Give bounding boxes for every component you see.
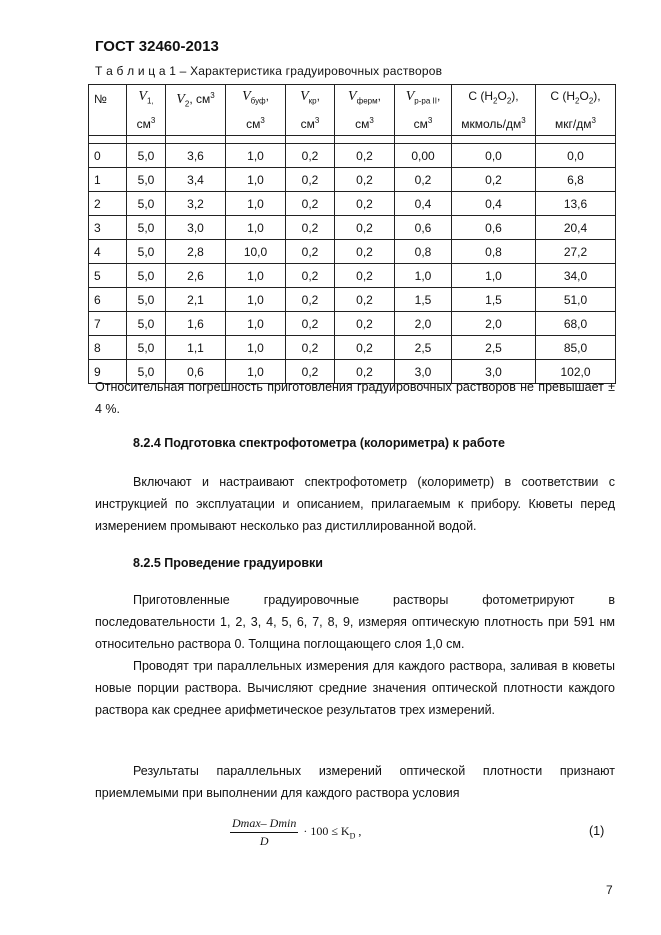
cell-vkr: 0,2 [286, 216, 335, 240]
cell-c-mkg: 27,2 [536, 240, 616, 264]
formula-fraction [230, 816, 298, 849]
cell-c-mkmol: 1,0 [452, 264, 536, 288]
cell-v1: 5,0 [127, 288, 166, 312]
cell-vkr: 0,2 [286, 240, 335, 264]
cell-v1: 5,0 [127, 312, 166, 336]
cell-vferm: 0,2 [335, 144, 395, 168]
cell-vferm: 0,2 [335, 336, 395, 360]
cell-number: 7 [89, 312, 127, 336]
cell-vrra: 0,8 [395, 240, 452, 264]
cell-vrra: 0,2 [395, 168, 452, 192]
section-heading-8-2-4: 8.2.4 Подготовка спектрофотометра (колориметра) к работе [133, 436, 505, 450]
cell-c-mkmol: 0,2 [452, 168, 536, 192]
calibration-table [88, 84, 616, 384]
cell-vkr: 0,2 [286, 312, 335, 336]
cell-vrra: 0,00 [395, 144, 452, 168]
cell-v1: 5,0 [127, 216, 166, 240]
section-heading-8-2-5: 8.2.5 Проведение градуировки [133, 556, 323, 570]
table-row [89, 216, 616, 240]
cell-vrra: 1,0 [395, 264, 452, 288]
cell-c-mkg: 102,0 [536, 360, 616, 384]
table-caption: Т а б л и ц а 1 – Характеристика градуировочных растворов [95, 64, 443, 78]
cell-v2: 2,8 [166, 240, 226, 264]
cell-vferm: 0,2 [335, 216, 395, 240]
cell-number: 9 [89, 360, 127, 384]
cell-vbuf: 1,0 [226, 144, 286, 168]
paragraph-8-2-5-c: Результаты параллельных измерений оптической плотности признают приемлемыми при выполнении для каждого раствора условия [95, 764, 615, 800]
cell-c-mkmol: 3,0 [452, 360, 536, 384]
cell-v1: 5,0 [127, 336, 166, 360]
header-v1: $V_{1,}$ $см^3$ [127, 85, 166, 136]
cell-c-mkmol: 2,5 [452, 336, 536, 360]
cell-vkr: 0,2 [286, 168, 335, 192]
cell-number: 4 [89, 240, 127, 264]
cell-v1: 5,0 [127, 240, 166, 264]
cell-v1: 5,0 [127, 192, 166, 216]
cell-v2: 2,1 [166, 288, 226, 312]
cell-vkr: 0,2 [286, 144, 335, 168]
cell-number: 2 [89, 192, 127, 216]
cell-c-mkg: 34,0 [536, 264, 616, 288]
cell-vferm: 0,2 [335, 288, 395, 312]
cell-vkr: 0,2 [286, 288, 335, 312]
header-c-mkg: С $(Н_2О_2)$, мкг/$дм^3$ [536, 85, 616, 136]
cell-vbuf: 1,0 [226, 216, 286, 240]
table-header-row [89, 85, 616, 136]
cell-c-mkg: 6,8 [536, 168, 616, 192]
cell-vrra: 2,5 [395, 336, 452, 360]
cell-number: 0 [89, 144, 127, 168]
cell-v2: 2,6 [166, 264, 226, 288]
cell-v2: 0,6 [166, 360, 226, 384]
header-spacer-row [89, 136, 616, 144]
cell-vkr: 0,2 [286, 360, 335, 384]
error-note: Относительная погрешность приготовления градуировочных растворов не превышает ± 4 %. [95, 380, 615, 416]
cell-vferm: 0,2 [335, 264, 395, 288]
cell-c-mkg: 20,4 [536, 216, 616, 240]
header-v2: $V_2$, $см^3$ [166, 85, 226, 136]
cell-vrra: 0,4 [395, 192, 452, 216]
cell-v2: 3,4 [166, 168, 226, 192]
table-row [89, 240, 616, 264]
cell-vbuf: 1,0 [226, 288, 286, 312]
header-vrra: $V_{р-ра II}$, $см^3$ [395, 85, 452, 136]
cell-c-mkg: 85,0 [536, 336, 616, 360]
cell-vrra: 1,5 [395, 288, 452, 312]
header-vkr: $V_{кр}$, $см^3$ [286, 85, 335, 136]
cell-vbuf: 1,0 [226, 168, 286, 192]
table-row [89, 168, 616, 192]
cell-c-mkmol: 1,5 [452, 288, 536, 312]
header-vferm: $V_{ферм}$, $см^3$ [335, 85, 395, 136]
cell-vkr: 0,2 [286, 336, 335, 360]
table-row [89, 192, 616, 216]
cell-vkr: 0,2 [286, 192, 335, 216]
cell-c-mkmol: 0,6 [452, 216, 536, 240]
cell-vferm: 0,2 [335, 360, 395, 384]
cell-v1: 5,0 [127, 144, 166, 168]
cell-number: 1 [89, 168, 127, 192]
paragraph-8-2-5-a: Приготовленные градуировочные растворы фотометрируют в последовательности 1, 2, 3, 4, 5, 6, 7, 8, 9, измеряя оптическую плотность при 591 нм относительно раствора 0. Толщина поглощающего слоя 1,0 см. [95, 593, 615, 651]
header-number: № [89, 85, 127, 136]
formula-denominator: D [259, 834, 269, 848]
cell-vbuf: 1,0 [226, 312, 286, 336]
cell-number: 6 [89, 288, 127, 312]
cell-c-mkg: 51,0 [536, 288, 616, 312]
cell-vrra: 0,6 [395, 216, 452, 240]
cell-vferm: 0,2 [335, 240, 395, 264]
paragraph-8-2-5-b: Проводят три параллельных измерения для каждого раствора, заливая в кюветы новые порции раствора. Вычисляют средние значения оптической плотности каждого раствора как среднее арифметическое результатов трех измерений. [95, 659, 615, 717]
cell-number: 8 [89, 336, 127, 360]
cell-vbuf: 1,0 [226, 336, 286, 360]
cell-c-mkmol: 0,8 [452, 240, 536, 264]
cell-v2: 3,6 [166, 144, 226, 168]
cell-vferm: 0,2 [335, 312, 395, 336]
cell-v2: 1,6 [166, 312, 226, 336]
cell-c-mkg: 13,6 [536, 192, 616, 216]
cell-number: 5 [89, 264, 127, 288]
header-c-mkmol: С $(Н_2О_2)$, мкмоль/$дм^3$ [452, 85, 536, 136]
formula-number: (1) [589, 824, 605, 838]
cell-vkr: 0,2 [286, 264, 335, 288]
cell-vbuf: 1,0 [226, 360, 286, 384]
cell-vferm: 0,2 [335, 168, 395, 192]
cell-c-mkmol: 0,0 [452, 144, 536, 168]
cell-v1: 5,0 [127, 360, 166, 384]
cell-vferm: 0,2 [335, 192, 395, 216]
table-row [89, 312, 616, 336]
cell-v1: 5,0 [127, 264, 166, 288]
page-number: 7 [606, 883, 613, 897]
cell-vrra: 2,0 [395, 312, 452, 336]
formula-tail: · $100 \le K_D$ , [303, 824, 362, 841]
cell-v2: 3,2 [166, 192, 226, 216]
formula-numerator: Dmax– Dmin [230, 816, 298, 833]
cell-vbuf: 1,0 [226, 264, 286, 288]
document-standard-title: ГОСТ 32460-2013 [95, 38, 219, 55]
cell-v2: 1,1 [166, 336, 226, 360]
cell-c-mkg: 0,0 [536, 144, 616, 168]
cell-vbuf: 1,0 [226, 192, 286, 216]
cell-c-mkmol: 2,0 [452, 312, 536, 336]
paragraph-8-2-4: Включают и настраивают спектрофотометр (колориметр) в соответствии с инструкцией по эксплуатации и описанием, прилагаемым к прибору. Кюветы перед измерением промывают несколько раз дистиллированной водой. [95, 475, 615, 533]
table-row [89, 336, 616, 360]
table-row [89, 288, 616, 312]
header-vbuf: $V_{буф}$, $см^3$ [226, 85, 286, 136]
cell-number: 3 [89, 216, 127, 240]
cell-v2: 3,0 [166, 216, 226, 240]
formula-1 [230, 816, 361, 849]
cell-vbuf: 10,0 [226, 240, 286, 264]
table-row [89, 144, 616, 168]
cell-c-mkmol: 0,4 [452, 192, 536, 216]
table-row [89, 264, 616, 288]
cell-vrra: 3,0 [395, 360, 452, 384]
cell-c-mkg: 68,0 [536, 312, 616, 336]
cell-v1: 5,0 [127, 168, 166, 192]
